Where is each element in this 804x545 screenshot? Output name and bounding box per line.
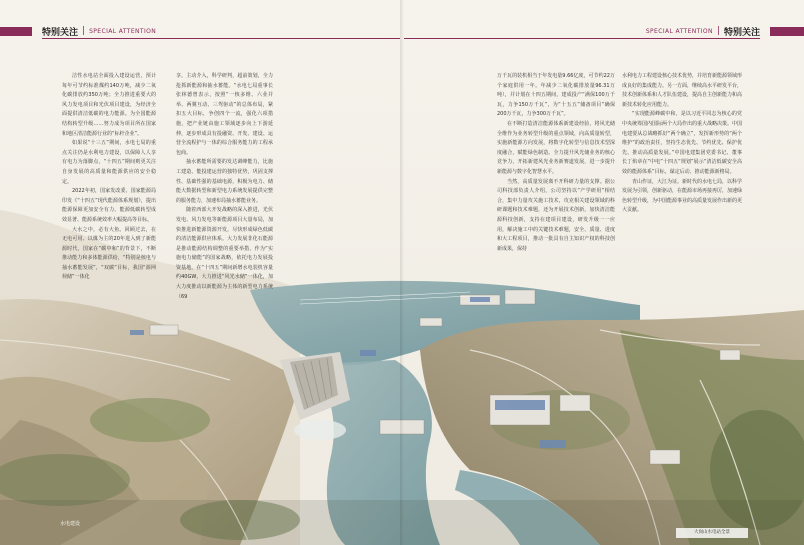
right-header-rule xyxy=(404,38,760,39)
paragraph: 水利电力工程建设核心技术优势，并培育新能源领域形成良好的集成能力。另一方面，继续高水平研发平台，技术创新体系和人才队伍建设，提高自主创新能力和高新技术转化应用能力。 xyxy=(622,73,742,108)
photo-caption: 大岗山水电站全景 xyxy=(676,528,748,538)
paragraph: 随着西部大开发战略的深入推进，光伏发电、风力发电等新能源项目大量布局，加快推进新能源资源开发，尽快形成绿色低碳的清洁能源供应体系。大力发展非化石能源是推动能源结构调整的重要举措，作为“实施电力储能”的国家战略，依托电力发展投资基地，在“十四五”期间新增水电装机容量约40GW，大力推进“风光水储”一体化，加大力度推动以新能源为主体的新型电力系统（69 xyxy=(176,207,273,300)
paragraph: 青山作证，大江为证。新时代的水电七局，以科学发展为引领，创新驱动，在能源市场再接再厉，加速绿色转型升级，为中国能源事业的高质量发展作出新的更大贡献。 xyxy=(622,178,742,214)
section-title-cn: 特别关注 xyxy=(723,27,760,38)
page-gutter xyxy=(400,0,404,545)
accent-bar xyxy=(0,27,32,36)
paragraph: 如果说“十三五”期间，水电七局的重点关注仍是水利电力建设，以保障人人享有电力为落脚点，“十四五”期间则更关注自身发展的高质量和能源供应的安全稳定。 xyxy=(62,140,156,185)
article-column-2 xyxy=(176,72,273,310)
section-title-en: SPECIAL ATTENTION xyxy=(645,27,713,35)
article-column-3 xyxy=(497,72,615,294)
paragraph: 洁性水电站全面投入建设运营，预计每年可节约标准煤约140万吨，减少二氧化碳排放约350万吨；全力推进重要大的风力发电项目和光伏项目建设，为经济全面提供清洁低碳的电力能源。为全国能源结构转型升级……努力成为项目所在国家和地区清洁能源行业的“标杆企业”。 xyxy=(62,73,156,137)
right-section-header xyxy=(404,24,804,38)
left-section-header xyxy=(0,24,400,38)
paragraph: 2022年初，国家发改委、国家能源局印发《“十四五”现代能源体系规划》，提出能源保障更加安全有力、能源低碳转型成效显著、能源系统效率大幅提高等目标。 xyxy=(62,188,156,223)
article-column-1 xyxy=(62,72,156,310)
paragraph: 在不断打造清洁能源体系新建设经验，将风光储全维作为业务转型升级的重点领域，向高质量转型，实施新能源方向发展，将数字化转型与信息技术型深度融合，赋能绿色制造。全力提升风光储业务的核心竞争力，开拓新建风光业务新赛道发展，进一步提升新能源与数字化智慧水平。 xyxy=(497,120,615,175)
title-separator: | xyxy=(716,26,720,36)
page-footer-label: 水电建设 xyxy=(60,521,81,527)
title-separator: | xyxy=(82,26,86,36)
paragraph: “实现能源峰碳中和，是以习近平同志为核心的党中央统筹国内国际两个大局作出的重大战略决策。中国电建要从总战略抓好“两个确立”，发挥新形势的“两个维护”的政治责任，坚持生态优先、节约优先、保护优先、推动高质量发展。”中国电建集团党委书记、董事长丁焰章在“中电”十四五“规划”展示“清洁低碳安全高效的能源体系”目标，谋定后动、推动能源新格局。 xyxy=(622,111,742,175)
paragraph: 抽水蓄能所需要的发达调峰能力，比施工建造、能投建运营的独特优势，巩固支撑性、基础性强的基础电源，积极为电力、储能大数据转型和新型电力系统发展提供完整的服务能力，加速布局抽水蓄能业务。 xyxy=(176,159,273,204)
article-column-4 xyxy=(622,72,742,290)
accent-bar xyxy=(770,27,804,36)
section-title-en: SPECIAL ATTENTION xyxy=(89,27,157,35)
left-header-rule xyxy=(42,38,400,39)
paragraph: 当然，高质量发展离不开科研力量的支撑。据公司科技部负责人介绍，公司坚持以“产学研用”相结合，集中力量攻关施工技术，攻克相关建设领域的科研课题和技术难题，还为开展技术创新，加快清洁能源科技创新，支持在建项目建设，研发升级一一应用，解决施工中的关键技术难题，安全、质量、进度和大工程项目，推动一批具有自主知识产权的科技创新成果，保持 xyxy=(497,178,615,252)
paragraph: 万千瓦的装机相当于年发电量9.66亿度，可节约22万个家庭供用一年。年减少二氧化碳排放量96.31万吨），并计划在十四五期间，建成投产“满保100万千瓦，力争150万千瓦”，为“十五五”储备项目“确保200万千瓦，力争300万千瓦”。 xyxy=(497,73,615,118)
section-title-cn: 特别关注 xyxy=(42,27,79,38)
paragraph: 大水之中，必有大鱼。回顾过去，在无电可用、以煤为主的20年进入到了新能源时代，国家在“碳中和”的背景下，不断推动能力和多体能源供给，“特别是核电与抽水蓄能发展”，“双碳”目标，我国“源网荷储”一体化 xyxy=(62,226,156,281)
paragraph: 享，主动介入，科学研判，超前策划，全力抢抓新能源和抽水蓄能。“水电七局重事长张林德曾表示，按照“一核多维、六业并举、两翼互动、三驾驱动”的总体布局，紧扣五大目标，争创四个一流，强化六项措施，把产业链由施工领域逐步向上下游延伸，逐步形成具有投融资、开发、建设、运营全流程护与一体的综合服务能力的工程承包商。 xyxy=(176,73,273,156)
